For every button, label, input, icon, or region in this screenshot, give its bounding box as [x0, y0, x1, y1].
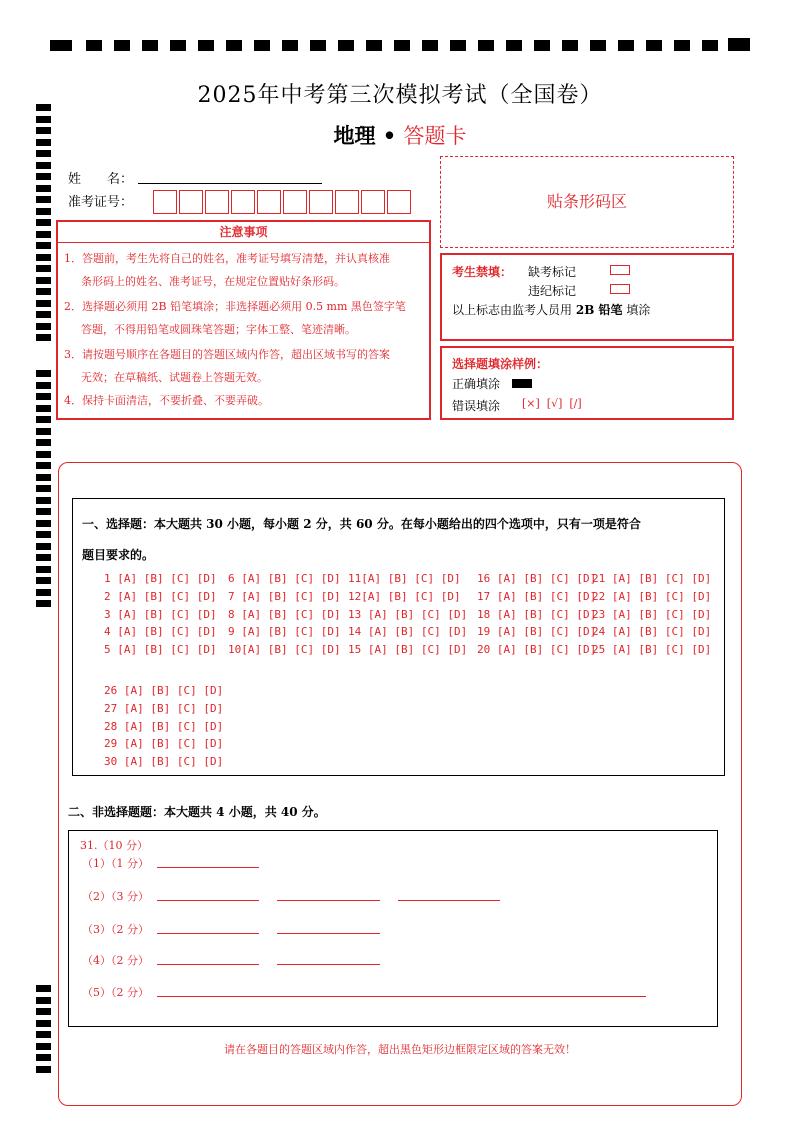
choice-question-row[interactable]: 22 [A] [B] [C] [D]	[592, 589, 712, 603]
timing-mark	[36, 185, 51, 192]
choice-question-row[interactable]: 10[A] [B] [C] [D]	[228, 643, 341, 657]
q31-part-2-label: （2）（3 分）	[82, 890, 149, 903]
fill-example-box	[440, 346, 734, 420]
name-field[interactable]	[138, 183, 322, 184]
exam-title: 2025年中考第三次模拟考试（全国卷）	[197, 83, 603, 108]
forbidden-title: 考生禁填：	[452, 265, 513, 279]
timing-mark	[36, 428, 51, 435]
choice-question-row[interactable]: 14 [A] [B] [C] [D]	[348, 625, 468, 639]
timing-mark	[36, 162, 51, 169]
timing-mark	[36, 242, 51, 249]
timing-mark	[36, 1066, 51, 1073]
timing-mark	[36, 997, 51, 1004]
choice-question-row[interactable]: 30 [A] [B] [C] [D]	[104, 755, 224, 769]
choice-question-row[interactable]: 8 [A] [B] [C] [D]	[228, 607, 341, 621]
timing-mark	[36, 277, 51, 284]
choice-question-row[interactable]: 2 [A] [B] [C] [D]	[104, 589, 217, 603]
wrong-fill-samples: [×] [√] [/]	[522, 397, 582, 410]
answer-card-label: 答题卡	[403, 124, 467, 148]
barcode-area	[440, 156, 734, 248]
forbidden-note	[452, 301, 650, 318]
timing-mark	[36, 393, 51, 400]
timing-mark	[36, 208, 51, 215]
absent-label: 缺考标记	[528, 265, 577, 279]
title-dot: •	[382, 123, 397, 148]
choice-question-row[interactable]: 6 [A] [B] [C] [D]	[228, 572, 341, 585]
timing-mark	[36, 334, 51, 341]
choice-question-row[interactable]: 23 [A] [B] [C] [D]	[592, 607, 712, 621]
correct-fill-sample	[512, 379, 532, 388]
timing-mark	[36, 508, 51, 515]
timing-mark	[36, 577, 51, 584]
timing-mark	[36, 265, 51, 272]
timing-mark	[36, 566, 51, 573]
timing-mark	[36, 985, 51, 992]
timing-mark	[36, 531, 51, 538]
timing-mark	[36, 497, 51, 504]
q31-part-4-label: （4）（2 分）	[82, 954, 149, 967]
timing-mark	[36, 150, 51, 157]
example-title: 选择题填涂样例：	[452, 357, 549, 371]
choice-question-row[interactable]: 1 [A] [B] [C] [D]	[104, 572, 217, 585]
choice-question-row[interactable]: 15 [A] [B] [C] [D]	[348, 643, 468, 657]
barcode-area-label: 贴条形码区	[546, 192, 627, 211]
timing-mark	[36, 416, 51, 423]
q31-part-1-label: （1）（1 分）	[82, 857, 149, 870]
q31-part-3-label: （3）（2 分）	[82, 923, 149, 936]
timing-mark	[36, 288, 51, 295]
notice-title: 注意事项	[58, 222, 429, 243]
correct-label: 正确填涂	[452, 377, 501, 391]
q31-part-5-label: （5）（2 分）	[82, 986, 149, 999]
timing-mark	[36, 600, 51, 607]
choice-question-row[interactable]: 29 [A] [B] [C] [D]	[104, 737, 224, 751]
choice-question-row[interactable]: 13 [A] [B] [C] [D]	[348, 607, 468, 621]
notice-item: 4．保持卡面清洁，不要折叠、不要弄破。	[64, 394, 269, 407]
choice-question-row[interactable]: 27 [A] [B] [C] [D]	[104, 701, 224, 715]
choice-question-row[interactable]: 12[A] [B] [C] [D]	[348, 589, 461, 603]
choice-question-row[interactable]: 9 [A] [B] [C] [D]	[228, 625, 341, 639]
timing-mark	[36, 231, 51, 238]
timing-mark	[36, 451, 51, 458]
choice-question-row[interactable]: 20 [A] [B] [C] [D]	[477, 643, 597, 657]
choice-question-row[interactable]: 25 [A] [B] [C] [D]	[592, 643, 712, 657]
timing-mark	[36, 474, 51, 481]
q31-part-5-answer[interactable]	[157, 996, 646, 997]
forbidden-note-bold: 2B 铅笔	[575, 303, 623, 317]
q31-part-4-answer-b[interactable]	[277, 964, 380, 965]
timing-mark	[36, 462, 51, 469]
q31-part-3-answer-a[interactable]	[157, 933, 259, 934]
choice-question-row[interactable]: 7 [A] [B] [C] [D]	[228, 589, 341, 603]
q31-box	[68, 830, 718, 1027]
q31-part-3-answer-b[interactable]	[277, 933, 380, 934]
q31-part-1-answer[interactable]	[157, 867, 259, 868]
timing-mark	[36, 311, 51, 318]
notice-item: 1．答题前，考生先将自己的姓名，准考证号填写清楚，并认真核准	[64, 252, 390, 265]
timing-mark	[36, 254, 51, 261]
name-label: 姓 名：	[68, 172, 134, 187]
choice-question-row[interactable]: 21 [A] [B] [C] [D]	[592, 572, 712, 585]
timing-mark	[36, 370, 51, 377]
choice-question-row[interactable]: 11[A] [B] [C] [D]	[348, 572, 461, 585]
subject-name: 地理	[333, 123, 376, 148]
notice-item: 2．选择题必须用 2B 铅笔填涂；非选择题必须用 0.5 mm 黑色签字笔	[64, 300, 406, 313]
choice-question-row[interactable]: 18 [A] [B] [C] [D]	[477, 607, 597, 621]
forbidden-note-prefix: 以上标志由监考人员用	[452, 303, 573, 317]
q31-title: 31.（10 分）	[80, 839, 148, 852]
absent-mark-box[interactable]	[610, 265, 630, 275]
timing-mark	[36, 543, 51, 550]
choice-section-heading-cont: 题目要求的。	[82, 548, 155, 562]
timing-mark	[36, 219, 51, 226]
timing-mark	[36, 382, 51, 389]
choice-question-row[interactable]: 26 [A] [B] [C] [D]	[104, 684, 224, 697]
choice-question-row[interactable]: 5 [A] [B] [C] [D]	[104, 643, 217, 657]
footer-warning: 请在各题目的答题区域内作答，超出黑色矩形边框限定区域的答案无效！	[224, 1043, 576, 1056]
q31-part-2-answer-a[interactable]	[157, 900, 259, 901]
forbidden-box	[440, 253, 734, 341]
forbidden-note-suffix: 填涂	[626, 303, 651, 317]
timing-mark	[36, 196, 51, 203]
essay-section-heading: 二、非选择题题：本大题共 4 小题，共 40 分。	[68, 805, 326, 819]
notice-item: 条形码上的姓名、准考证号，在规定位置贴好条形码。	[81, 275, 345, 288]
choice-question-row[interactable]: 28 [A] [B] [C] [D]	[104, 719, 224, 733]
timing-mark	[36, 405, 51, 412]
choice-question-row[interactable]: 24 [A] [B] [C] [D]	[592, 625, 712, 639]
violation-mark-box[interactable]	[610, 284, 630, 294]
wrong-label: 错误填涂	[452, 399, 501, 413]
notice-item: 3．请按题号顺序在各题目的答题区域内作答，超出区域书写的答案	[64, 348, 390, 361]
timing-mark	[36, 439, 51, 446]
notice-item: 答题，不得用铅笔或圆珠笔答题；字体工整、笔迹清晰。	[81, 323, 356, 336]
id-label: 准考证号：	[68, 195, 134, 210]
timing-mark	[36, 589, 51, 596]
timing-mark	[36, 554, 51, 561]
id-number-grid[interactable]	[153, 190, 413, 214]
notice-box	[56, 220, 431, 420]
timing-mark	[36, 300, 51, 307]
choice-question-row[interactable]: 19 [A] [B] [C] [D]	[477, 625, 597, 639]
choice-question-row[interactable]: 3 [A] [B] [C] [D]	[104, 607, 217, 621]
card-title	[0, 120, 800, 150]
choice-question-row[interactable]: 4 [A] [B] [C] [D]	[104, 625, 217, 639]
timing-mark	[36, 1008, 51, 1015]
notice-item: 无效；在草稿纸、试题卷上答题无效。	[81, 371, 268, 384]
timing-mark	[36, 1031, 51, 1038]
violation-label: 违纪标记	[528, 284, 577, 298]
timing-mark	[36, 520, 51, 527]
timing-mark	[36, 323, 51, 330]
timing-mark	[36, 173, 51, 180]
choice-question-row[interactable]: 16 [A] [B] [C] [D]	[477, 572, 597, 585]
timing-mark	[36, 485, 51, 492]
q31-part-2-answer-c[interactable]	[398, 900, 500, 901]
timing-mark	[36, 1020, 51, 1027]
choice-section-heading: 一、选择题：本大题共 30 小题，每小题 2 分，共 60 分。在每小题给出的四个选项中，只有一项是符合	[82, 517, 641, 531]
choice-question-row[interactable]: 17 [A] [B] [C] [D]	[477, 589, 597, 603]
q31-part-4-answer-a[interactable]	[157, 964, 259, 965]
q31-part-2-answer-b[interactable]	[277, 900, 380, 901]
